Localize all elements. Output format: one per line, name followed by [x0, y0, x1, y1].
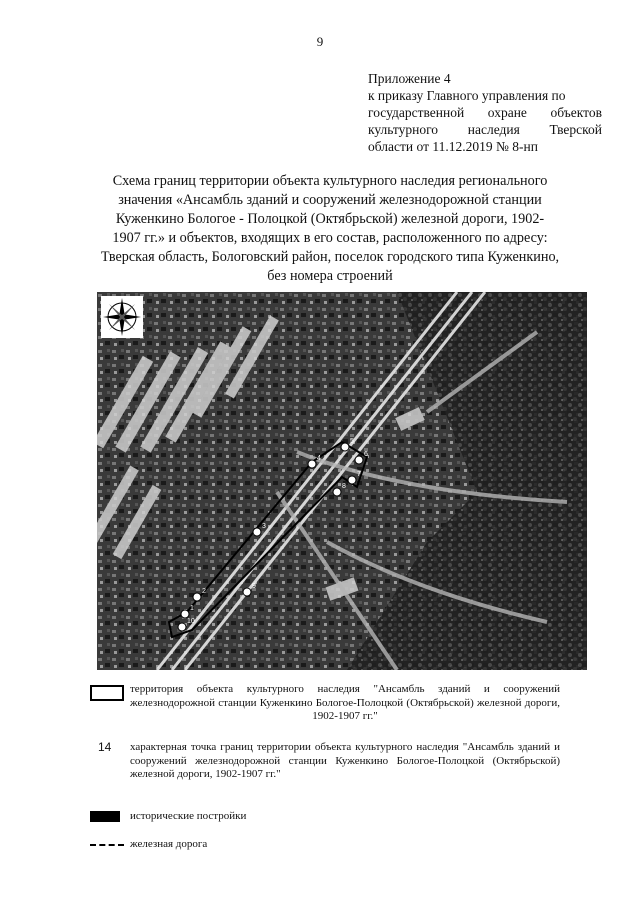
boundary-point-marker — [355, 456, 363, 464]
legend-railway-text: железная дорога — [130, 838, 208, 850]
satellite-map — [97, 292, 587, 670]
map-image — [97, 292, 587, 670]
boundary-point-marker — [333, 488, 341, 496]
title-line: Тверская область, Бологовский район, поселок городского типа Куженкино, — [100, 249, 560, 265]
boundary-point-marker — [243, 588, 251, 596]
boundary-point-label: 2 — [202, 588, 206, 595]
boundary-point-label: 6 — [364, 451, 368, 458]
boundary-point-label: 4 — [317, 455, 321, 462]
appendix-line: культурного наследия Тверской — [368, 122, 602, 137]
boundary-symbol — [90, 685, 124, 701]
boundary-point-marker — [348, 476, 356, 484]
boundary-point-marker — [178, 623, 186, 631]
boundary-point-label: 10 — [187, 618, 195, 625]
legend-boundary-text: территория объекта культурного наследия "Ансамбль зданий и сооружений железнодорожной станции Куженкино Бологое-Полоцкой (Октябрьской) железной дороги, 1902-1907 гг." — [130, 683, 560, 722]
legend-railway — [90, 838, 590, 854]
appendix-line: области от 11.12.2019 № 8-нп — [368, 139, 538, 154]
legend-historic — [90, 810, 590, 826]
title-line: 1907 гг.» и объектов, входящих в его состав, расположенного по адресу: — [112, 230, 548, 246]
boundary-point-marker — [341, 443, 349, 451]
document-title — [70, 172, 590, 286]
appendix-line: Приложение 4 — [368, 71, 451, 86]
compass-rose-icon — [101, 296, 143, 338]
boundary-point-label: 7 — [357, 471, 361, 478]
legend-historic-text: исторические постройки — [130, 810, 247, 822]
boundary-point-label: 8 — [342, 483, 346, 490]
boundary-point-marker — [308, 460, 316, 468]
boundary-point-label: 1 — [190, 605, 194, 612]
railway-symbol — [90, 844, 124, 846]
boundary-point-marker — [193, 593, 201, 601]
page-number: 9 — [316, 34, 324, 49]
boundary-point-marker — [181, 610, 189, 618]
legend-boundary — [90, 683, 590, 727]
boundary-point-label: 9 — [252, 583, 256, 590]
title-line: значения «Ансамбль зданий и сооружений железнодорожной станции — [118, 192, 542, 208]
legend-point-text: характерная точка границ территории объекта культурного наследия "Ансамбль зданий и сооружений железнодорожной станции Куженкино Бологое-Полоцкой (Октябрьской) железной дороги, 1902-1907 гг." — [130, 741, 560, 780]
appendix-header — [368, 70, 602, 155]
appendix-line: к приказу Главного управления по — [368, 88, 566, 103]
boundary-point-label: 5 — [350, 438, 354, 445]
legend-point — [90, 741, 590, 799]
appendix-line: государственной охране объектов — [368, 105, 602, 120]
title-line: без номера строений — [267, 268, 393, 284]
boundary-point-label: 3 — [262, 523, 266, 530]
point-number-symbol: 14 — [98, 740, 112, 754]
title-line: Схема границ территории объекта культурного наследия регионального — [112, 173, 548, 189]
boundary-point-marker — [253, 528, 261, 536]
title-line: Куженкино Бологое - Полоцкой (Октябрьской) железной дороги, 1902- — [115, 211, 545, 227]
historic-building-symbol — [90, 811, 120, 822]
